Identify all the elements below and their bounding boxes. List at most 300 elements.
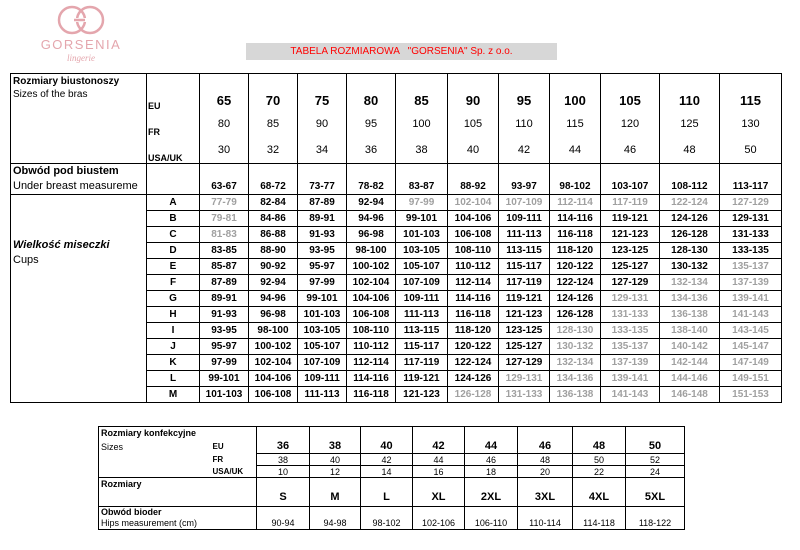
us-clothing-size: 12 (310, 466, 361, 478)
eu-band-size: 100 (550, 89, 601, 111)
bust-range: 107-109 (298, 355, 347, 371)
bust-range: 123-125 (601, 243, 660, 259)
fr-label: FR (147, 111, 200, 137)
bust-range: 115-117 (499, 259, 550, 275)
bust-range: 97-99 (200, 355, 249, 371)
blank-cell (518, 478, 573, 490)
blank-cell (199, 427, 257, 440)
blank-cell (448, 163, 499, 179)
bust-range: 129-131 (499, 371, 550, 387)
letter-size: 5XL (626, 489, 685, 506)
cup-letter: C (147, 227, 200, 243)
clothes-header-en: Sizes (99, 440, 199, 454)
under-header-row (11, 163, 782, 179)
us-band-size: 40 (448, 137, 499, 163)
bra-fr-row (11, 111, 782, 137)
sizes-label: Rozmiary (99, 478, 199, 490)
us-clothing-size: 20 (518, 466, 573, 478)
bust-range: 99-101 (396, 211, 448, 227)
bust-range: 81-83 (200, 227, 249, 243)
bust-range: 87-89 (200, 275, 249, 291)
us-band-size: 30 (200, 137, 249, 163)
bust-range: 92-94 (347, 195, 396, 211)
bust-range: 134-136 (550, 371, 601, 387)
bust-range: 83-85 (200, 243, 249, 259)
bust-range: 96-98 (347, 227, 396, 243)
blank-cell (298, 163, 347, 179)
cup-letter: B (147, 211, 200, 227)
bust-range: 111-113 (298, 387, 347, 403)
bust-range: 100-102 (347, 259, 396, 275)
bust-range: 110-112 (347, 339, 396, 355)
cup-letter: M (147, 387, 200, 403)
under-values-row (11, 179, 782, 195)
blank-cell (99, 454, 199, 466)
us-clothing-size: 10 (257, 466, 310, 478)
hips-range: 106-110 (465, 518, 518, 530)
blank-cell (499, 163, 550, 179)
underbust-range: 98-102 (550, 179, 601, 195)
eu-band-size: 85 (396, 89, 448, 111)
us-band-size: 42 (499, 137, 550, 163)
us-band-size: 50 (720, 137, 782, 163)
page-title: TABELA ROZMIAROWA "GORSENIA" Sp. z o.o. (246, 43, 557, 60)
blank-cell (720, 74, 782, 90)
bust-range: 84-86 (249, 211, 298, 227)
blank-cell (413, 427, 465, 440)
bust-range: 113-115 (396, 323, 448, 339)
blank-cell (257, 427, 310, 440)
bust-range: 124-126 (660, 211, 720, 227)
bust-range: 149-151 (720, 371, 782, 387)
bust-range: 142-144 (660, 355, 720, 371)
bust-range: 117-119 (499, 275, 550, 291)
cup-letter: L (147, 371, 200, 387)
cup-row-a (11, 195, 782, 211)
bust-range: 137-139 (720, 275, 782, 291)
clothes-header-row (99, 427, 685, 440)
bust-range: 136-138 (660, 307, 720, 323)
blank-cell (573, 427, 626, 440)
logo-wordmark: GORSENIA (40, 37, 122, 52)
hips-range: 90-94 (257, 518, 310, 530)
bust-range: 115-117 (396, 339, 448, 355)
eu-clothing-size: 42 (413, 440, 465, 454)
fr-band-size: 90 (298, 111, 347, 137)
underbust-range: 73-77 (298, 179, 347, 195)
blank-cell (310, 506, 361, 518)
bust-range: 109-111 (499, 211, 550, 227)
blank-cell (199, 489, 257, 506)
bust-range: 88-90 (249, 243, 298, 259)
eu-clothing-size: 48 (573, 440, 626, 454)
letter-size: S (257, 489, 310, 506)
bust-range: 131-133 (720, 227, 782, 243)
bust-range: 133-135 (720, 243, 782, 259)
bust-range: 128-130 (550, 323, 601, 339)
cups-label-en: Cups (13, 254, 39, 266)
bust-range: 102-104 (448, 195, 499, 211)
fr-clothing-size: 44 (413, 454, 465, 466)
bust-range: 141-143 (720, 307, 782, 323)
bust-range: 89-91 (298, 211, 347, 227)
bust-range: 106-108 (448, 227, 499, 243)
blank-cell (199, 506, 257, 518)
eu-label: EU (147, 89, 200, 111)
bust-range: 127-129 (601, 275, 660, 291)
blank-cell (465, 506, 518, 518)
bust-range: 94-96 (249, 291, 298, 307)
bra-eu-row (11, 89, 782, 111)
under-header-pl: Obwód pod biustem (11, 163, 147, 179)
clothes-us-row (99, 466, 685, 478)
us-clothing-size: 18 (465, 466, 518, 478)
bust-range: 126-128 (550, 307, 601, 323)
bust-range: 146-148 (660, 387, 720, 403)
bust-range: 86-88 (249, 227, 298, 243)
fr-band-size: 85 (249, 111, 298, 137)
letter-size: 2XL (465, 489, 518, 506)
bust-range: 109-111 (396, 291, 448, 307)
blank-cell (147, 179, 200, 195)
bust-range: 125-127 (499, 339, 550, 355)
blank-cell (310, 478, 361, 490)
blank-cell (413, 478, 465, 490)
us-label: USA/UK (199, 466, 257, 478)
bust-range: 129-131 (720, 211, 782, 227)
us-band-size: 44 (550, 137, 601, 163)
us-clothing-size: 14 (361, 466, 413, 478)
blank-cell (573, 506, 626, 518)
bust-range: 92-94 (249, 275, 298, 291)
bust-range: 101-103 (200, 387, 249, 403)
blank-cell (396, 163, 448, 179)
cups-label-pl: Wielkość miseczki (13, 239, 110, 251)
bust-range: 119-121 (396, 371, 448, 387)
bust-range: 121-123 (601, 227, 660, 243)
sizes-label-row (99, 478, 685, 490)
bust-range: 124-126 (448, 371, 499, 387)
bust-range: 102-104 (347, 275, 396, 291)
us-clothing-size: 22 (573, 466, 626, 478)
bust-range: 123-125 (499, 323, 550, 339)
bust-range: 145-147 (720, 339, 782, 355)
us-band-size: 36 (347, 137, 396, 163)
us-clothing-size: 16 (413, 466, 465, 478)
bust-range: 130-132 (550, 339, 601, 355)
fr-band-size: 130 (720, 111, 782, 137)
bust-range: 136-138 (550, 387, 601, 403)
blank-cell (347, 163, 396, 179)
cup-letter: F (147, 275, 200, 291)
bust-range: 118-120 (448, 323, 499, 339)
under-header-en: Under breast measureme (11, 179, 147, 195)
blank-cell (626, 478, 685, 490)
blank-cell (499, 74, 550, 90)
bust-range: 129-131 (601, 291, 660, 307)
bust-range: 93-95 (298, 243, 347, 259)
hips-range: 102-106 (413, 518, 465, 530)
bust-range: 140-142 (660, 339, 720, 355)
bust-range: 98-100 (249, 323, 298, 339)
cups-label (11, 195, 147, 403)
bust-range: 122-124 (448, 355, 499, 371)
bust-range: 127-129 (720, 195, 782, 211)
bust-range: 98-100 (347, 243, 396, 259)
blank-cell (199, 478, 257, 490)
fr-clothing-size: 50 (573, 454, 626, 466)
cup-letter: D (147, 243, 200, 259)
gorsenia-logo (16, 4, 146, 66)
bust-range: 103-105 (298, 323, 347, 339)
letter-size: M (310, 489, 361, 506)
bust-range: 111-113 (499, 227, 550, 243)
eu-band-size: 65 (200, 89, 249, 111)
underbust-range: 93-97 (499, 179, 550, 195)
blank-cell (249, 74, 298, 90)
bust-range: 121-123 (499, 307, 550, 323)
bust-range: 85-87 (200, 259, 249, 275)
bust-range: 104-106 (249, 371, 298, 387)
fr-clothing-size: 46 (465, 454, 518, 466)
blank-cell (626, 427, 685, 440)
bust-range: 77-79 (200, 195, 249, 211)
blank-cell (249, 163, 298, 179)
bust-range: 113-115 (499, 243, 550, 259)
clothes-header-pl: Rozmiary konfekcyjne (99, 427, 199, 440)
bust-range: 112-114 (448, 275, 499, 291)
bust-range: 108-110 (347, 323, 396, 339)
underbust-range: 113-117 (720, 179, 782, 195)
bust-range: 109-111 (298, 371, 347, 387)
bust-range: 132-134 (550, 355, 601, 371)
bust-range: 125-127 (601, 259, 660, 275)
bust-range: 101-103 (396, 227, 448, 243)
bust-range: 95-97 (200, 339, 249, 355)
blank-cell (601, 74, 660, 90)
underbust-range: 68-72 (249, 179, 298, 195)
underbust-range: 78-82 (347, 179, 396, 195)
eu-band-size: 110 (660, 89, 720, 111)
clothing-size-table (98, 426, 685, 530)
blank-cell (396, 74, 448, 90)
eu-clothing-size: 44 (465, 440, 518, 454)
bust-range: 102-104 (249, 355, 298, 371)
bust-range: 99-101 (200, 371, 249, 387)
blank-cell (601, 163, 660, 179)
eu-band-size: 105 (601, 89, 660, 111)
hips-range: 114-118 (573, 518, 626, 530)
bust-range: 103-105 (396, 243, 448, 259)
us-band-size: 46 (601, 137, 660, 163)
fr-clothing-size: 48 (518, 454, 573, 466)
eu-band-size: 70 (249, 89, 298, 111)
eu-band-size: 75 (298, 89, 347, 111)
underbust-range: 63-67 (200, 179, 249, 195)
bust-range: 120-122 (448, 339, 499, 355)
bust-range: 141-143 (601, 387, 660, 403)
blank-cell (298, 74, 347, 90)
blank-cell (147, 74, 200, 90)
eu-label: EU (199, 440, 257, 454)
bust-range: 114-116 (550, 211, 601, 227)
bust-range: 132-134 (660, 275, 720, 291)
bra-us-row (11, 137, 782, 163)
eu-band-size: 90 (448, 89, 499, 111)
bust-range: 116-118 (448, 307, 499, 323)
blank-cell (200, 163, 249, 179)
bust-range: 133-135 (601, 323, 660, 339)
blank-cell (361, 478, 413, 490)
us-band-size: 34 (298, 137, 347, 163)
bust-range: 97-99 (396, 195, 448, 211)
bust-range: 105-107 (396, 259, 448, 275)
blank-cell (11, 111, 147, 137)
bust-range: 124-126 (550, 291, 601, 307)
blank-cell (200, 74, 249, 90)
gorsenia-monogram-icon (56, 4, 106, 36)
bra-header-row (11, 74, 782, 90)
hips-row (99, 518, 685, 530)
bust-range: 144-146 (660, 371, 720, 387)
fr-band-size: 100 (396, 111, 448, 137)
hips-range: 118-122 (626, 518, 685, 530)
bust-range: 137-139 (601, 355, 660, 371)
bust-range: 87-89 (298, 195, 347, 211)
bust-range: 114-116 (347, 371, 396, 387)
bra-header-pl: Rozmiary biustonoszy (11, 74, 147, 90)
blank-cell (660, 163, 720, 179)
bust-range: 99-101 (298, 291, 347, 307)
bust-range: 90-92 (249, 259, 298, 275)
eu-clothing-size: 40 (361, 440, 413, 454)
blank-cell (550, 163, 601, 179)
bust-range: 111-113 (396, 307, 448, 323)
eu-clothing-size: 38 (310, 440, 361, 454)
underbust-range: 88-92 (448, 179, 499, 195)
bust-range: 82-84 (249, 195, 298, 211)
bust-range: 91-93 (298, 227, 347, 243)
eu-clothing-size: 36 (257, 440, 310, 454)
blank-cell (550, 74, 601, 90)
fr-clothing-size: 52 (626, 454, 685, 466)
eu-clothing-size: 50 (626, 440, 685, 454)
bust-range: 97-99 (298, 275, 347, 291)
underbust-range: 103-107 (601, 179, 660, 195)
bust-range: 107-109 (396, 275, 448, 291)
bust-range: 100-102 (249, 339, 298, 355)
bust-range: 117-119 (396, 355, 448, 371)
eu-clothing-size: 46 (518, 440, 573, 454)
clothes-fr-row (99, 454, 685, 466)
bust-range: 121-123 (396, 387, 448, 403)
bust-range: 108-110 (448, 243, 499, 259)
hips-range: 98-102 (361, 518, 413, 530)
us-clothing-size: 24 (626, 466, 685, 478)
cup-letter: G (147, 291, 200, 307)
bust-range: 127-129 (499, 355, 550, 371)
blank-cell (11, 137, 147, 163)
us-band-size: 48 (660, 137, 720, 163)
bust-range: 112-114 (347, 355, 396, 371)
blank-cell (310, 427, 361, 440)
blank-cell (147, 163, 200, 179)
bust-range: 112-114 (550, 195, 601, 211)
cup-letter: E (147, 259, 200, 275)
bust-range: 122-124 (550, 275, 601, 291)
blank-cell (660, 74, 720, 90)
eu-band-size: 80 (347, 89, 396, 111)
bust-range: 106-108 (347, 307, 396, 323)
hips-label-row (99, 506, 685, 518)
letter-size: L (361, 489, 413, 506)
eu-band-size: 95 (499, 89, 550, 111)
letter-size: 4XL (573, 489, 626, 506)
cup-letter: J (147, 339, 200, 355)
us-band-size: 32 (249, 137, 298, 163)
bust-range: 114-116 (448, 291, 499, 307)
sizes-row (99, 489, 685, 506)
eu-band-size: 115 (720, 89, 782, 111)
hips-label-pl: Obwód bioder (99, 506, 199, 518)
bust-range: 139-141 (601, 371, 660, 387)
bust-range: 131-133 (499, 387, 550, 403)
bust-range: 93-95 (200, 323, 249, 339)
blank-cell (413, 506, 465, 518)
fr-band-size: 110 (499, 111, 550, 137)
blank-cell (465, 478, 518, 490)
bust-range: 105-107 (298, 339, 347, 355)
bust-range: 79-81 (200, 211, 249, 227)
bust-range: 120-122 (550, 259, 601, 275)
hips-label-en: Hips measurement (cm) (99, 518, 257, 530)
fr-clothing-size: 38 (257, 454, 310, 466)
bust-range: 116-118 (550, 227, 601, 243)
blank-cell (518, 506, 573, 518)
bust-range: 143-145 (720, 323, 782, 339)
blank-cell (99, 489, 199, 506)
fr-band-size: 95 (347, 111, 396, 137)
fr-band-size: 115 (550, 111, 601, 137)
bust-range: 147-149 (720, 355, 782, 371)
logo-tagline: lingerie (67, 53, 95, 63)
us-band-size: 38 (396, 137, 448, 163)
letter-size: XL (413, 489, 465, 506)
blank-cell (573, 478, 626, 490)
clothes-eu-row (99, 440, 685, 454)
blank-cell (361, 506, 413, 518)
fr-clothing-size: 42 (361, 454, 413, 466)
bust-range: 138-140 (660, 323, 720, 339)
bust-range: 139-141 (720, 291, 782, 307)
blank-cell (626, 506, 685, 518)
cup-letter: H (147, 307, 200, 323)
bust-range: 91-93 (200, 307, 249, 323)
us-label: USA/UK (147, 137, 200, 163)
bust-range: 95-97 (298, 259, 347, 275)
bust-range: 130-132 (660, 259, 720, 275)
bust-range: 151-153 (720, 387, 782, 403)
cup-letter: A (147, 195, 200, 211)
fr-band-size: 105 (448, 111, 499, 137)
blank-cell (257, 506, 310, 518)
blank-cell (720, 163, 782, 179)
bust-range: 110-112 (448, 259, 499, 275)
underbust-range: 108-112 (660, 179, 720, 195)
bust-range: 107-109 (499, 195, 550, 211)
fr-band-size: 125 (660, 111, 720, 137)
bust-range: 101-103 (298, 307, 347, 323)
